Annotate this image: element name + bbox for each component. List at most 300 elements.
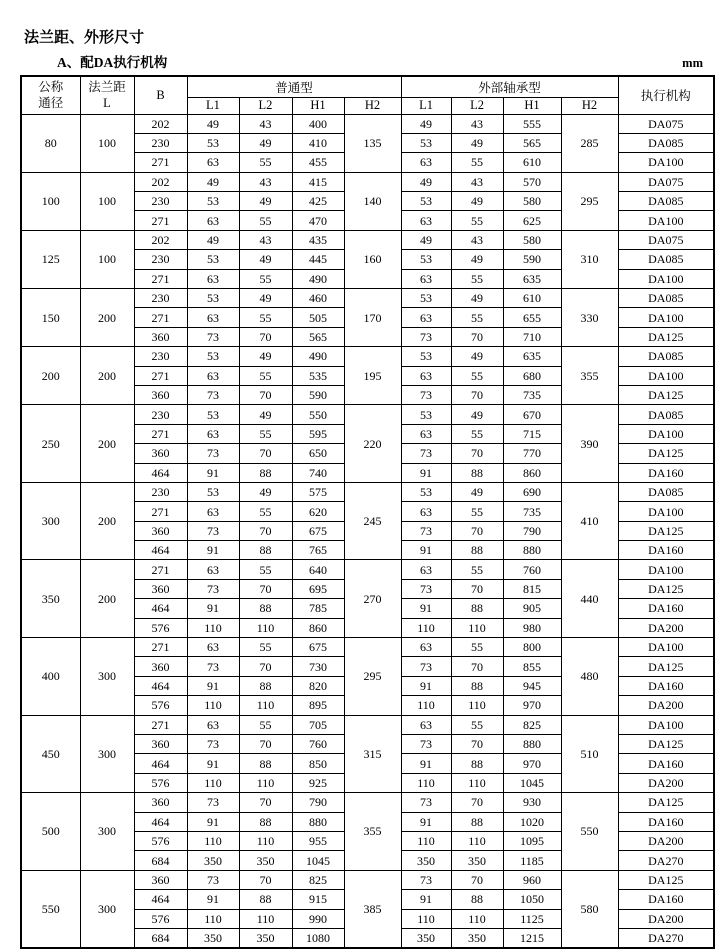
cell-normal-l1: 63 [187,269,239,288]
cell-normal-l1: 53 [187,133,239,152]
header-normal-type: 普通型 [187,76,401,97]
cell-normal-l1: 110 [187,696,239,715]
cell-b: 576 [134,773,187,792]
cell-normal-l1: 53 [187,347,239,366]
cell-normal-h2: 245 [344,482,401,560]
cell-bearing-l2: 70 [451,870,503,889]
cell-normal-l1: 53 [187,405,239,424]
cell-bearing-l2: 43 [451,114,503,133]
cell-normal-h1: 740 [292,463,344,482]
cell-bearing-h1: 710 [503,327,561,346]
page-title: 法兰距、外形尺寸 [24,30,145,46]
cell-normal-l2: 55 [239,715,292,734]
cell-normal-l2: 70 [239,793,292,812]
cell-bearing-h1: 880 [503,541,561,560]
cell-nominal-diameter: 125 [21,230,80,288]
cell-b: 271 [134,153,187,172]
table-header [21,76,714,114]
cell-actuator: DA125 [618,327,714,346]
cell-bearing-l2: 110 [451,618,503,637]
cell-bearing-h2: 440 [561,560,618,638]
cell-actuator: DA100 [618,211,714,230]
cell-normal-h1: 435 [292,230,344,249]
cell-normal-l2: 55 [239,153,292,172]
cell-actuator: DA100 [618,638,714,657]
cell-actuator: DA200 [618,831,714,850]
table-row [21,405,714,424]
cell-bearing-h1: 880 [503,735,561,754]
cell-normal-l2: 43 [239,230,292,249]
cell-bearing-l2: 70 [451,579,503,598]
cell-normal-l2: 110 [239,696,292,715]
cell-normal-l1: 91 [187,676,239,695]
cell-flange-distance: 200 [80,347,134,405]
cell-normal-l2: 49 [239,347,292,366]
cell-bearing-l1: 73 [401,521,451,540]
cell-b: 230 [134,347,187,366]
cell-bearing-l2: 88 [451,463,503,482]
cell-normal-l2: 49 [239,192,292,211]
cell-bearing-l2: 55 [451,269,503,288]
cell-bearing-l2: 55 [451,502,503,521]
header-row-1 [21,76,714,97]
table-row [21,715,714,734]
cell-bearing-h1: 815 [503,579,561,598]
cell-actuator: DA160 [618,812,714,831]
header-flange-distance-line1: 法兰距 [88,79,126,94]
cell-normal-h1: 915 [292,890,344,909]
cell-bearing-l1: 53 [401,250,451,269]
cell-b: 576 [134,909,187,928]
cell-normal-l2: 55 [239,424,292,443]
cell-bearing-l1: 91 [401,463,451,482]
cell-normal-h2: 170 [344,289,401,347]
cell-bearing-l2: 88 [451,890,503,909]
cell-normal-h1: 760 [292,735,344,754]
cell-normal-l2: 88 [239,812,292,831]
cell-bearing-h1: 1050 [503,890,561,909]
cell-flange-distance: 100 [80,230,134,288]
cell-bearing-l1: 91 [401,541,451,560]
cell-bearing-h1: 980 [503,618,561,637]
cell-bearing-l2: 55 [451,153,503,172]
cell-actuator: DA085 [618,192,714,211]
cell-b: 684 [134,851,187,870]
cell-bearing-h1: 1185 [503,851,561,870]
cell-b: 684 [134,928,187,948]
cell-b: 464 [134,890,187,909]
cell-normal-l1: 63 [187,308,239,327]
cell-actuator: DA085 [618,289,714,308]
cell-normal-l2: 55 [239,502,292,521]
cell-bearing-h1: 580 [503,192,561,211]
header-bearing-h2: H2 [561,97,618,114]
cell-bearing-h1: 930 [503,793,561,812]
cell-normal-h1: 445 [292,250,344,269]
cell-b: 464 [134,599,187,618]
cell-bearing-l2: 70 [451,327,503,346]
cell-nominal-diameter: 350 [21,560,80,638]
header-normal-h2: H2 [344,97,401,114]
cell-bearing-h1: 590 [503,250,561,269]
cell-normal-l2: 70 [239,327,292,346]
cell-actuator: DA075 [618,172,714,191]
header-b: B [134,76,187,114]
cell-normal-h1: 470 [292,211,344,230]
cell-normal-h1: 895 [292,696,344,715]
cell-bearing-h2: 550 [561,793,618,871]
cell-bearing-l2: 55 [451,638,503,657]
cell-normal-l1: 350 [187,851,239,870]
cell-normal-h1: 590 [292,385,344,404]
header-flange-distance [80,76,134,114]
cell-normal-l1: 73 [187,579,239,598]
cell-actuator: DA200 [618,773,714,792]
table-body [21,114,714,948]
cell-b: 576 [134,618,187,637]
cell-normal-l1: 91 [187,541,239,560]
cell-actuator: DA200 [618,909,714,928]
cell-normal-l2: 70 [239,521,292,540]
cell-b: 360 [134,521,187,540]
cell-normal-l2: 55 [239,308,292,327]
cell-bearing-h1: 1045 [503,773,561,792]
cell-bearing-l1: 73 [401,385,451,404]
cell-flange-distance: 200 [80,560,134,638]
cell-actuator: DA125 [618,579,714,598]
cell-nominal-diameter: 300 [21,482,80,560]
cell-normal-l1: 73 [187,793,239,812]
cell-normal-h2: 160 [344,230,401,288]
cell-b: 360 [134,657,187,676]
cell-normal-l2: 70 [239,870,292,889]
cell-normal-h1: 595 [292,424,344,443]
cell-bearing-l1: 53 [401,192,451,211]
cell-bearing-h2: 310 [561,230,618,288]
cell-bearing-l2: 55 [451,211,503,230]
cell-normal-l2: 49 [239,482,292,501]
cell-actuator: DA125 [618,657,714,676]
cell-nominal-diameter: 400 [21,638,80,716]
cell-bearing-l2: 49 [451,250,503,269]
cell-normal-l2: 70 [239,579,292,598]
cell-normal-l1: 53 [187,192,239,211]
unit-label: mm [682,56,703,70]
cell-normal-h1: 705 [292,715,344,734]
cell-normal-h1: 820 [292,676,344,695]
cell-actuator: DA160 [618,676,714,695]
cell-bearing-h1: 655 [503,308,561,327]
cell-b: 360 [134,735,187,754]
cell-bearing-l1: 73 [401,657,451,676]
cell-bearing-l1: 73 [401,327,451,346]
cell-actuator: DA160 [618,599,714,618]
cell-actuator: DA100 [618,269,714,288]
cell-normal-h1: 410 [292,133,344,152]
cell-flange-distance: 300 [80,793,134,871]
cell-bearing-l2: 70 [451,444,503,463]
cell-normal-h1: 460 [292,289,344,308]
cell-actuator: DA085 [618,250,714,269]
cell-bearing-l2: 70 [451,385,503,404]
cell-bearing-l1: 91 [401,754,451,773]
cell-bearing-h1: 715 [503,424,561,443]
cell-bearing-h1: 635 [503,347,561,366]
cell-bearing-h1: 580 [503,230,561,249]
cell-b: 271 [134,560,187,579]
cell-b: 360 [134,870,187,889]
cell-b: 576 [134,831,187,850]
cell-actuator: DA100 [618,560,714,579]
cell-actuator: DA270 [618,851,714,870]
header-bearing-l1: L1 [401,97,451,114]
cell-b: 360 [134,579,187,598]
cell-actuator: DA085 [618,133,714,152]
cell-bearing-l2: 55 [451,308,503,327]
cell-normal-h1: 825 [292,870,344,889]
header-bearing-h1: H1 [503,97,561,114]
cell-bearing-l1: 49 [401,172,451,191]
cell-bearing-l2: 110 [451,831,503,850]
cell-bearing-l2: 88 [451,676,503,695]
cell-normal-h1: 675 [292,638,344,657]
cell-normal-l1: 110 [187,773,239,792]
cell-normal-h2: 195 [344,347,401,405]
cell-actuator: DA085 [618,405,714,424]
cell-normal-l2: 55 [239,269,292,288]
cell-bearing-l1: 73 [401,870,451,889]
cell-nominal-diameter: 150 [21,289,80,347]
cell-normal-h1: 455 [292,153,344,172]
cell-normal-l1: 49 [187,230,239,249]
cell-flange-distance: 200 [80,405,134,483]
header-normal-l1: L1 [187,97,239,114]
cell-bearing-l2: 70 [451,657,503,676]
cell-normal-h1: 730 [292,657,344,676]
cell-normal-l1: 63 [187,715,239,734]
cell-bearing-l1: 63 [401,715,451,734]
cell-nominal-diameter: 250 [21,405,80,483]
cell-normal-l2: 88 [239,599,292,618]
cell-normal-h1: 490 [292,347,344,366]
cell-b: 271 [134,211,187,230]
cell-normal-h1: 765 [292,541,344,560]
cell-normal-l1: 73 [187,870,239,889]
table-row [21,560,714,579]
cell-bearing-h2: 580 [561,870,618,948]
cell-normal-h2: 140 [344,172,401,230]
cell-normal-h1: 620 [292,502,344,521]
cell-normal-l1: 91 [187,890,239,909]
cell-normal-l2: 49 [239,133,292,152]
cell-bearing-h2: 510 [561,715,618,793]
cell-normal-l2: 88 [239,463,292,482]
cell-bearing-l1: 73 [401,735,451,754]
cell-normal-l1: 73 [187,327,239,346]
cell-normal-h1: 425 [292,192,344,211]
cell-b: 202 [134,114,187,133]
cell-actuator: DA085 [618,482,714,501]
cell-bearing-h2: 330 [561,289,618,347]
cell-normal-l2: 55 [239,211,292,230]
cell-normal-h2: 315 [344,715,401,793]
cell-bearing-l1: 91 [401,599,451,618]
cell-bearing-l1: 63 [401,153,451,172]
cell-bearing-l1: 53 [401,405,451,424]
section-subtitle: A、配DA执行机构 [57,55,168,70]
cell-bearing-l2: 110 [451,696,503,715]
cell-bearing-h2: 285 [561,114,618,172]
cell-b: 271 [134,366,187,385]
cell-normal-h2: 135 [344,114,401,172]
cell-normal-h1: 640 [292,560,344,579]
cell-normal-h1: 675 [292,521,344,540]
cell-normal-l1: 73 [187,735,239,754]
cell-normal-h2: 270 [344,560,401,638]
cell-bearing-l2: 110 [451,773,503,792]
table-row [21,114,714,133]
cell-normal-l1: 53 [187,482,239,501]
cell-b: 271 [134,424,187,443]
cell-b: 360 [134,327,187,346]
cell-bearing-l1: 49 [401,114,451,133]
cell-normal-l1: 350 [187,928,239,948]
header-nominal-diameter-line2: 通径 [38,96,64,111]
cell-nominal-diameter: 550 [21,870,80,948]
cell-normal-l2: 350 [239,928,292,948]
cell-normal-l1: 73 [187,444,239,463]
cell-bearing-l1: 49 [401,230,451,249]
cell-normal-l1: 63 [187,153,239,172]
cell-actuator: DA125 [618,793,714,812]
cell-normal-l2: 49 [239,250,292,269]
cell-normal-h1: 535 [292,366,344,385]
cell-actuator: DA270 [618,928,714,948]
cell-normal-l1: 49 [187,114,239,133]
cell-actuator: DA075 [618,114,714,133]
cell-normal-l1: 91 [187,463,239,482]
cell-bearing-l2: 49 [451,347,503,366]
cell-bearing-l2: 55 [451,715,503,734]
cell-bearing-l2: 350 [451,928,503,948]
cell-nominal-diameter: 200 [21,347,80,405]
cell-normal-l2: 88 [239,676,292,695]
cell-b: 271 [134,715,187,734]
cell-normal-h1: 925 [292,773,344,792]
cell-actuator: DA100 [618,502,714,521]
cell-actuator: DA160 [618,541,714,560]
cell-actuator: DA100 [618,308,714,327]
cell-b: 360 [134,385,187,404]
cell-b: 230 [134,250,187,269]
cell-normal-h2: 385 [344,870,401,948]
cell-bearing-l2: 49 [451,405,503,424]
cell-normal-h1: 415 [292,172,344,191]
header-actuator: 执行机构 [618,76,714,114]
cell-actuator: DA125 [618,444,714,463]
cell-actuator: DA160 [618,890,714,909]
cell-normal-l1: 91 [187,599,239,618]
cell-bearing-h1: 790 [503,521,561,540]
cell-flange-distance: 200 [80,482,134,560]
header-normal-l2: L2 [239,97,292,114]
cell-bearing-l1: 53 [401,289,451,308]
cell-b: 576 [134,696,187,715]
cell-bearing-l2: 350 [451,851,503,870]
cell-normal-h1: 785 [292,599,344,618]
cell-bearing-l2: 49 [451,289,503,308]
cell-normal-l1: 110 [187,831,239,850]
cell-normal-l1: 73 [187,521,239,540]
cell-normal-l2: 70 [239,657,292,676]
table-row [21,793,714,812]
cell-bearing-l1: 91 [401,812,451,831]
table-row [21,870,714,889]
table-row [21,230,714,249]
cell-nominal-diameter: 450 [21,715,80,793]
cell-bearing-l1: 110 [401,696,451,715]
cell-b: 464 [134,463,187,482]
cell-b: 230 [134,289,187,308]
cell-bearing-h1: 735 [503,502,561,521]
cell-b: 464 [134,754,187,773]
cell-bearing-l2: 70 [451,793,503,812]
cell-bearing-h1: 1215 [503,928,561,948]
cell-bearing-l2: 49 [451,133,503,152]
cell-normal-l1: 91 [187,812,239,831]
cell-bearing-l1: 63 [401,211,451,230]
cell-normal-h1: 990 [292,909,344,928]
cell-normal-l2: 110 [239,618,292,637]
dimension-table [20,75,715,949]
cell-bearing-l1: 53 [401,133,451,152]
cell-bearing-h1: 970 [503,754,561,773]
cell-b: 360 [134,444,187,463]
cell-normal-h1: 955 [292,831,344,850]
cell-normal-l2: 88 [239,890,292,909]
cell-bearing-l1: 110 [401,618,451,637]
cell-normal-h1: 505 [292,308,344,327]
cell-normal-h2: 295 [344,638,401,716]
cell-normal-h1: 850 [292,754,344,773]
cell-bearing-h1: 905 [503,599,561,618]
cell-normal-l1: 63 [187,502,239,521]
cell-actuator: DA125 [618,521,714,540]
cell-normal-l2: 55 [239,560,292,579]
cell-normal-l1: 63 [187,366,239,385]
cell-bearing-h1: 1020 [503,812,561,831]
cell-flange-distance: 100 [80,172,134,230]
cell-normal-l2: 110 [239,773,292,792]
cell-bearing-l1: 73 [401,579,451,598]
cell-bearing-l1: 53 [401,482,451,501]
cell-bearing-l1: 63 [401,638,451,657]
cell-normal-l2: 43 [239,114,292,133]
cell-bearing-l2: 70 [451,735,503,754]
cell-b: 230 [134,405,187,424]
cell-actuator: DA100 [618,424,714,443]
cell-normal-l1: 53 [187,250,239,269]
cell-bearing-l1: 350 [401,928,451,948]
cell-bearing-h1: 960 [503,870,561,889]
cell-bearing-h1: 610 [503,289,561,308]
cell-normal-h1: 880 [292,812,344,831]
cell-actuator: DA160 [618,463,714,482]
cell-bearing-l2: 43 [451,230,503,249]
cell-normal-h1: 860 [292,618,344,637]
cell-bearing-l1: 350 [401,851,451,870]
cell-normal-h1: 1045 [292,851,344,870]
